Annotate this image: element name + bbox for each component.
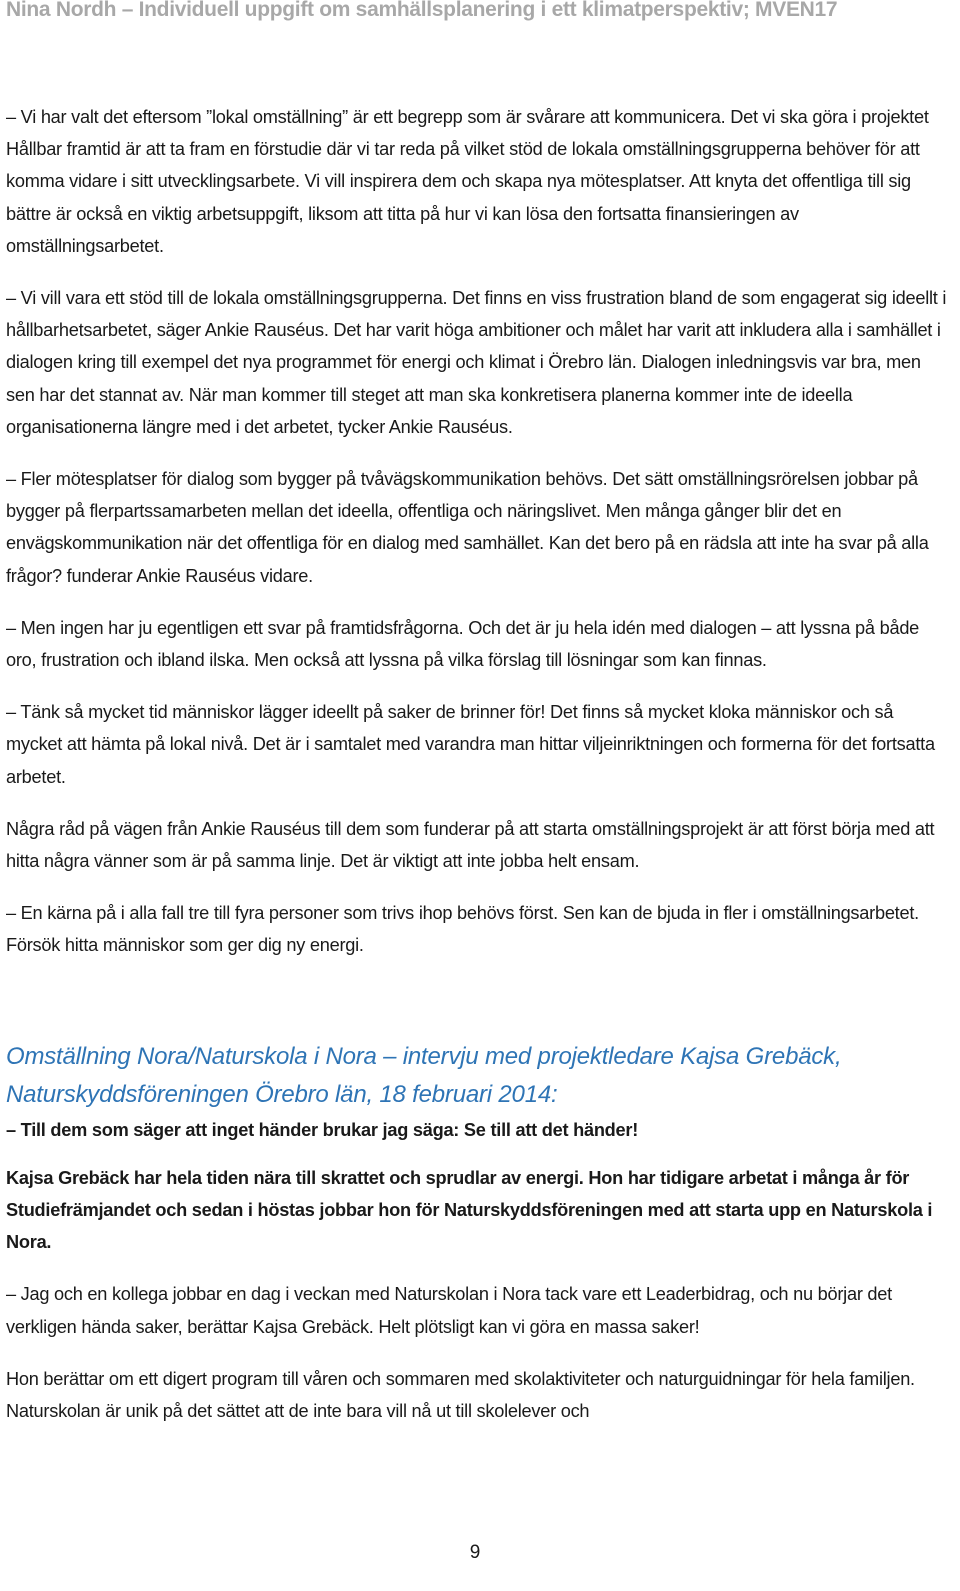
- lead-quote: – Till dem som säger att inget händer brukar jag säga: Se till att det händer!: [6, 1119, 639, 1140]
- paragraph: Hon berättar om ett digert program till våren och sommaren med skolaktiviteter och naturguidningar för hela familjen. Naturskolan är unik på det sättet att de inte bara vill nå ut till skolelever och: [6, 1368, 915, 1422]
- paragraph: – Men ingen har ju egentligen ett svar på framtidsfrågorna. Och det är ju hela idén med dialogen – att lyssna på både oro, frustration och ibland ilska. Men också att lyssna på vilka förslag till lösningar som kan finnas.: [6, 617, 920, 671]
- paragraph: – En kärna på i alla fall tre till fyra personer som trivs ihop behövs först. Sen kan de bjuda in fler i omställningsarbetet. Försök hitta människor som ger dig ny energi.: [6, 903, 919, 956]
- body-text: [6, 101, 948, 1447]
- paragraph: – Vi vill vara ett stöd till de lokala omställningsgrupperna. Det finns en viss frustration bland de som engagerat sig ideellt i hållbarhetsarbetet, säger Ankie Rauséus. Det har varit höga ambitioner och målet har varit att inkludera alla i samhället i dialogen kring till exempel det nya programmet för energi och klimat i Örebro län. Dialogen inledningsvis var bra, men sen har det stannat av. När man kommer till steget att man ska konkretisera planerna kommer inte de ideella organisationerna längre med i det arbetet, tycker Ankie Rauséus.: [6, 288, 947, 437]
- paragraph: – Tänk så mycket tid människor lägger ideellt på saker de brinner för! Det finns så mycket kloka människor och så mycket att hämta på lokal nivå. Det är i samtalet med varandra man hittar viljeinriktningen och formerna för det fortsatta arbetet.: [6, 702, 935, 787]
- section-heading: Omställning Nora/Naturskola i Nora – intervju med projektledare Kajsa Grebäck, Naturskyddsföreningen Örebro län, 18 februari 2014:: [6, 1042, 842, 1108]
- paragraph: Några råd på vägen från Ankie Rauséus till dem som funderar på att starta omställningsprojekt är att först börja med att hitta några vänner som är på samma linje. Det är viktigt att inte jobba helt ensam.: [6, 818, 935, 872]
- section-intro: Kajsa Grebäck har hela tiden nära till skrattet och sprudlar av energi. Hon har tidigare arbetat i många år för Studiefrämjandet och sedan i höstas jobbar hon för Naturskyddsföreningen med att starta upp en Naturskola i Nora.: [6, 1167, 933, 1253]
- paragraph: – Vi har valt det eftersom ”lokal omställning” är ett begrepp som är svårare att kommunicera. Det vi ska göra i projektet Hållbar framtid är att ta fram en förstudie där vi tar reda på vilket stöd de lokala omställningsgrupperna behöver för att komma vidare i sitt utvecklingsarbete. Vi vill inspirera dem och skapa nya mötesplatser. Att knyta det offentliga till sig bättre är också en viktig arbetsuppgift, liksom att titta på hur vi kan lösa den fortsatta finansieringen av omställningsarbetet.: [6, 107, 929, 256]
- page-number: 9: [469, 1542, 481, 1563]
- paragraph: – Fler mötesplatser för dialog som bygger på tvåvägskommunikation behövs. Det sätt omställningsrörelsen jobbar på bygger på flerpartssamarbeten mellan det ideella, offentliga och näringslivet. Men många gånger blir det en envägskommunikation när det offentliga för en dialog med samhället. Kan det bero på en rädsla att inte ha svar på alla frågor? funderar Ankie Rauséus vidare.: [6, 469, 929, 586]
- section-spacer: [6, 982, 948, 1038]
- running-header: Nina Nordh – Individuell uppgift om samhällsplanering i ett klimatperspektiv; MVEN17: [6, 0, 838, 21]
- paragraph: – Jag och en kollega jobbar en dag i veckan med Naturskolan i Nora tack vare ett Leaderbidrag, och nu börjar det verkligen hända saker, berättar Kajsa Grebäck. Helt plötsligt kan vi göra en massa saker!: [6, 1284, 892, 1337]
